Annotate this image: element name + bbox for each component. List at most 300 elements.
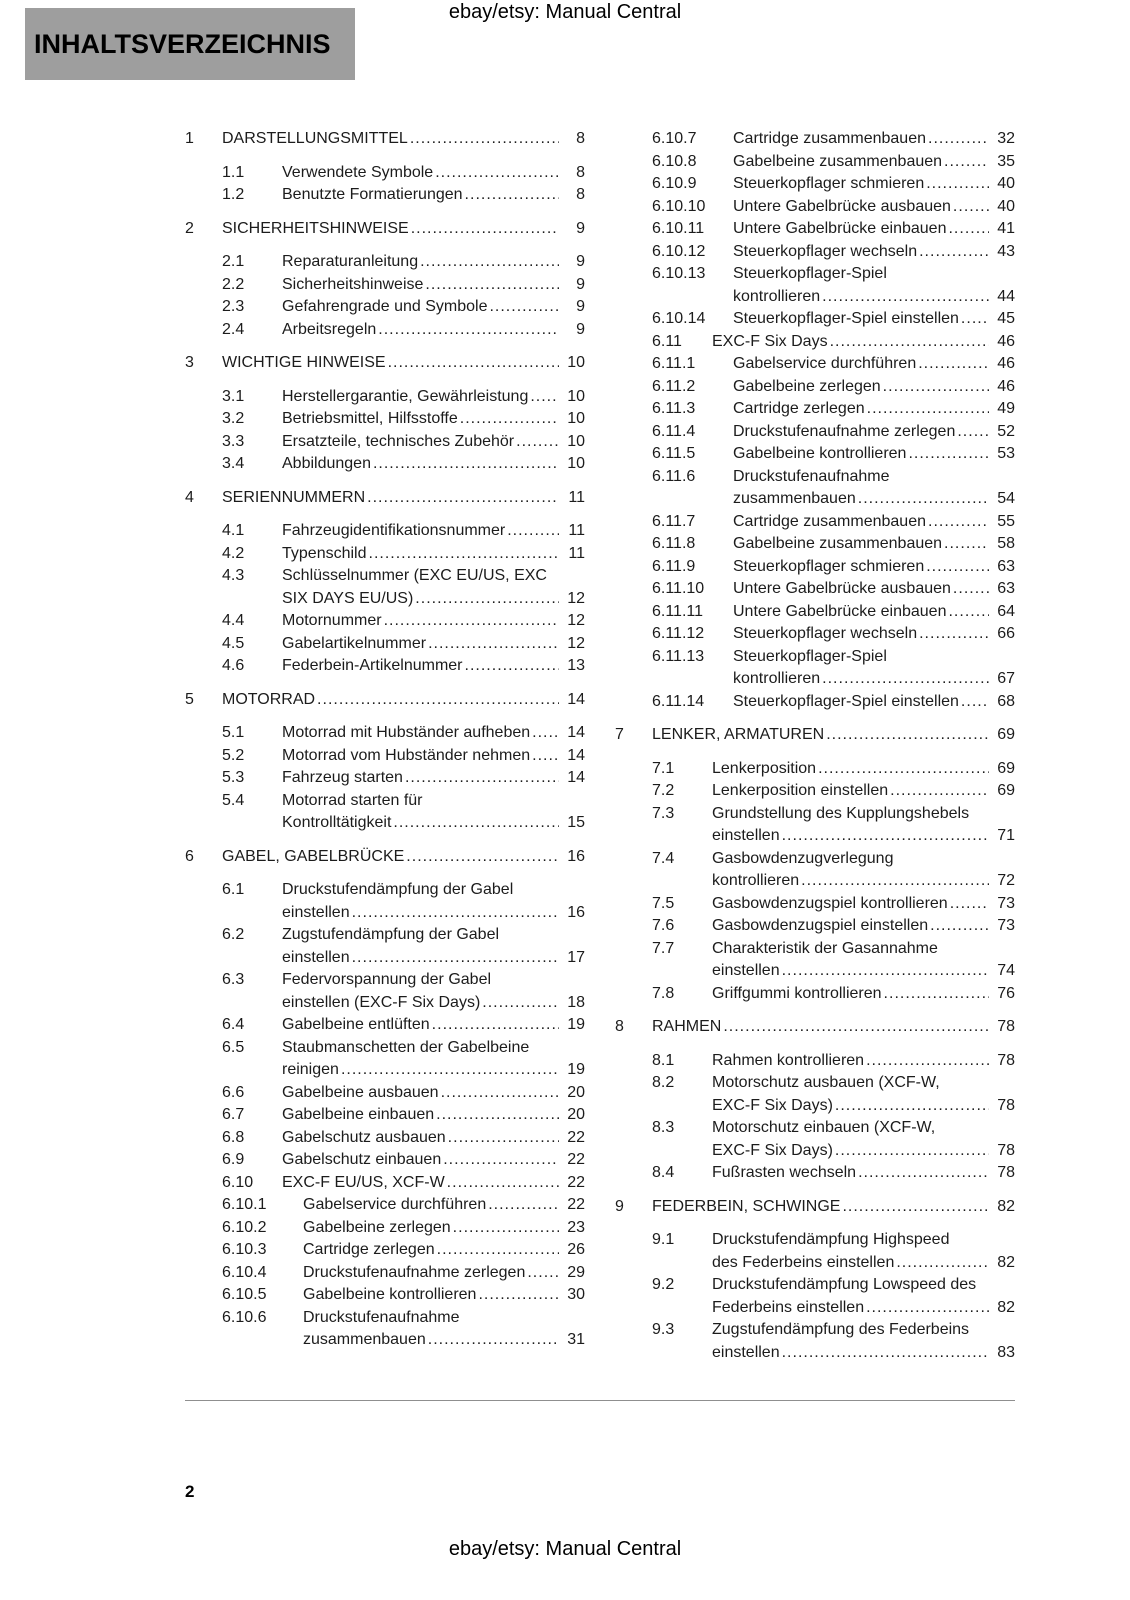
toc-section-entry	[185, 251, 585, 274]
dot-leader	[516, 431, 559, 454]
dot-leader	[842, 1196, 989, 1219]
toc-subsection-entry	[615, 556, 1015, 579]
toc-subsection-entry	[615, 128, 1015, 151]
toc-entry-body	[222, 689, 585, 712]
toc-entry-title: reinigen	[282, 1061, 339, 1078]
toc-subsection-entry	[615, 511, 1015, 534]
toc-entry-body	[282, 655, 585, 678]
toc-entry-number: 6.11	[652, 332, 682, 350]
toc-entry-number: 6.11.13	[652, 647, 705, 665]
toc-entry-page: 30	[567, 1286, 585, 1303]
toc-entry-title-line1: Zugstufendämpfung der Gabel	[282, 926, 500, 943]
dot-leader	[465, 184, 559, 207]
dot-leader	[928, 511, 989, 534]
toc-subsection-entry	[615, 443, 1015, 466]
toc-entry-title: Untere Gabelbrücke ausbauen	[733, 197, 951, 215]
toc-entry-title-line1: Druckstufendämpfung Highspeed	[712, 1231, 950, 1248]
toc-subsection-entry	[615, 218, 1015, 241]
toc-entry-body	[733, 173, 1015, 196]
toc-entry-body	[282, 251, 585, 274]
toc-entry-title: EXC-F Six Days)	[712, 1096, 833, 1114]
dot-leader	[858, 1162, 989, 1185]
toc-entry-page: 82	[997, 1197, 1015, 1215]
dot-leader	[801, 870, 989, 893]
toc-entry-page: 52	[997, 422, 1015, 440]
toc-entry-page: 69	[997, 782, 1015, 799]
toc-subsection-entry	[615, 263, 1015, 308]
dot-leader	[953, 578, 989, 601]
toc-entry-title: Gefahrengrade und Symbole	[282, 298, 488, 315]
toc-entry-body	[733, 466, 1015, 511]
toc-entry-body	[733, 353, 1015, 376]
toc-entry-page: 22	[567, 1173, 585, 1191]
dot-leader	[428, 633, 559, 656]
toc-entry-body	[712, 780, 1015, 803]
toc-entry-number: 6.2	[222, 926, 245, 943]
toc-entry-page: 29	[567, 1263, 585, 1281]
toc-entry-page: 72	[997, 872, 1015, 889]
toc-entry-body	[733, 691, 1015, 714]
dot-leader	[453, 1217, 559, 1240]
toc-entry-page: 69	[997, 759, 1015, 777]
dot-leader	[436, 1104, 559, 1127]
toc-subsection-entry	[185, 1307, 585, 1352]
dot-leader	[532, 745, 559, 768]
toc-entry-title: Druckstufenaufnahme zerlegen	[303, 1263, 526, 1281]
toc-entry-page: 20	[567, 1083, 585, 1101]
toc-entry-page: 17	[567, 948, 585, 966]
toc-entry-body	[282, 969, 585, 1014]
dot-leader	[866, 1297, 989, 1320]
toc-entry-title-line1: Druckstufendämpfung Lowspeed des	[712, 1276, 977, 1293]
toc-entry-number: 3.4	[222, 455, 245, 472]
toc-entry-title: SIX DAYS EU/US)	[282, 589, 414, 607]
toc-entry-page: 82	[997, 1253, 1015, 1271]
toc-subsection-entry	[615, 466, 1015, 511]
toc-entry-number: 6.11.8	[652, 535, 696, 552]
toc-entry-number: 2.1	[222, 253, 245, 270]
toc-entry-page: 22	[567, 1196, 585, 1213]
toc-entry-body	[303, 1239, 585, 1262]
toc-entry-page: 35	[997, 152, 1015, 170]
dot-leader	[930, 915, 989, 938]
toc-entry-page: 16	[567, 847, 585, 865]
toc-section-entry	[185, 767, 585, 790]
toc-entry-body	[222, 846, 585, 869]
dot-leader	[317, 689, 559, 712]
toc-entry-title: Gabelbeine zerlegen	[733, 377, 881, 395]
toc-entry-page: 78	[997, 1018, 1015, 1035]
toc-entry-body	[282, 386, 585, 409]
dot-leader	[782, 1342, 989, 1365]
toc-entry-body	[282, 610, 585, 633]
dot-leader	[465, 655, 559, 678]
toc-entry-title: Gabelbeine zerlegen	[303, 1218, 451, 1236]
toc-entry-number: 5.3	[222, 769, 245, 786]
toc-entry-page: 9	[576, 320, 585, 338]
toc-section-entry	[185, 655, 585, 678]
toc-entry-title: Fußrasten wechseln	[712, 1164, 857, 1181]
toc-chapter-entry	[185, 689, 585, 712]
toc-subsection-entry	[185, 1194, 585, 1217]
toc-entry-title: einstellen	[712, 827, 780, 844]
dot-leader	[822, 668, 989, 691]
toc-entry-page: 14	[567, 724, 585, 741]
toc-entry-number: 6.11.4	[652, 422, 696, 440]
toc-section-entry	[615, 983, 1015, 1006]
toc-entry-title: Gabelbeine einbauen	[282, 1106, 435, 1123]
toc-entry-title: Ersatzteile, technisches Zubehör	[282, 432, 515, 450]
toc-entry-title: Gabelbeine kontrollieren	[733, 445, 907, 462]
footer-divider	[185, 1400, 1015, 1401]
toc-entry-number: 7.4	[652, 849, 675, 867]
toc-entry-number: 1	[185, 130, 194, 147]
toc-entry-number: 7.5	[652, 894, 675, 912]
toc-entry-body	[733, 646, 1015, 691]
toc-entry-title: RAHMEN	[652, 1018, 722, 1035]
toc-entry-page: 73	[997, 917, 1015, 934]
dot-leader	[884, 983, 989, 1006]
toc-entry-body	[282, 767, 585, 790]
toc-entry-number: 6.11.9	[652, 557, 696, 575]
toc-entry-page: 78	[997, 1164, 1015, 1181]
toc-entry-title: Gabelbeine kontrollieren	[303, 1286, 477, 1303]
dot-leader	[928, 128, 989, 151]
toc-entry-number: 4.4	[222, 612, 245, 629]
toc-entry-body	[712, 893, 1015, 916]
toc-entry-title: Untere Gabelbrücke ausbauen	[733, 580, 951, 597]
toc-entry-number: 7.8	[652, 984, 675, 1002]
toc-column	[185, 128, 585, 1364]
toc-entry-body	[282, 520, 585, 543]
toc-subsection-entry	[615, 623, 1015, 646]
toc-entry-page: 18	[567, 993, 585, 1011]
toc-entry-page: 10	[567, 354, 585, 371]
toc-entry-title-line1: Schlüsselnummer (EXC EU/US, EXC	[282, 567, 547, 584]
page-title: INHALTSVERZEICHNIS	[34, 28, 331, 59]
toc-entry-page: 9	[576, 253, 585, 270]
toc-subsection-entry	[615, 646, 1015, 691]
toc-entry-body	[733, 578, 1015, 601]
toc-entry-number: 1.2	[222, 186, 245, 203]
dot-leader	[373, 453, 559, 476]
dot-leader	[384, 610, 559, 633]
toc-entry-title: Benutzte Formatierungen	[282, 186, 463, 203]
toc-entry-page: 67	[997, 670, 1015, 687]
toc-entry-title: einstellen	[712, 962, 780, 979]
toc-entry-page: 83	[997, 1343, 1015, 1361]
toc-entry-page: 14	[567, 769, 585, 786]
toc-entry-body	[282, 1014, 585, 1037]
dot-leader	[367, 487, 559, 510]
toc-entry-number: 6.1	[222, 881, 245, 898]
toc-entry-number: 5	[185, 690, 194, 708]
toc-entry-title: Reparaturanleitung	[282, 253, 419, 270]
toc-entry-page: 55	[997, 512, 1015, 530]
dot-leader	[406, 846, 559, 869]
toc-entry-body	[733, 241, 1015, 264]
toc-entry-title-line1: Druckstufenaufnahme	[733, 467, 890, 485]
toc-section-entry	[185, 453, 585, 476]
dot-leader	[948, 601, 989, 624]
toc-entry-body	[733, 398, 1015, 421]
dot-leader	[908, 443, 989, 466]
toc-entry-number: 9.1	[652, 1231, 675, 1248]
dot-leader	[835, 1095, 989, 1118]
toc-entry-body	[282, 184, 585, 207]
dot-leader	[818, 758, 989, 781]
toc-entry-page: 43	[997, 242, 1015, 260]
toc-entry-body	[282, 745, 585, 768]
toc-entry-number: 6.11.14	[652, 692, 705, 710]
toc-entry-body	[712, 331, 1015, 354]
toc-section-entry	[185, 1127, 585, 1150]
toc-entry-title: einstellen	[712, 1343, 780, 1361]
dot-leader	[420, 251, 559, 274]
toc-entry-title: Griffgummi kontrollieren	[712, 984, 882, 1002]
toc-entry-title: Kontrolltätigkeit	[282, 814, 392, 831]
toc-section-entry	[615, 803, 1015, 848]
toc-section-entry	[185, 296, 585, 319]
toc-entry-body	[712, 938, 1015, 983]
toc-entry-body	[282, 924, 585, 969]
toc-entry-number: 6.10.12	[652, 242, 706, 260]
toc-section-entry	[185, 1104, 585, 1127]
dot-leader	[896, 1252, 989, 1275]
toc-entry-page: 63	[997, 580, 1015, 597]
toc-entry-title-line1: Staubmanschetten der Gabelbeine	[282, 1038, 530, 1056]
toc-entry-body	[712, 1117, 1015, 1162]
toc-entry-title: WICHTIGE HINWEISE	[222, 354, 386, 371]
toc-entry-page: 63	[997, 557, 1015, 575]
toc-entry-title-line1: Zugstufendämpfung des Federbeins	[712, 1321, 970, 1338]
toc-entry-body	[282, 431, 585, 454]
dot-leader	[723, 1016, 989, 1039]
toc-entry-number: 7.7	[652, 939, 675, 957]
toc-entry-title: Motorrad mit Hubständer aufheben	[282, 724, 531, 741]
toc-section-entry	[185, 1149, 585, 1172]
toc-entry-body	[282, 722, 585, 745]
dot-leader	[950, 893, 989, 916]
toc-entry-title: Gasbowdenzugspiel kontrollieren	[712, 894, 948, 912]
toc-entry-number: 6.10.5	[222, 1286, 267, 1303]
toc-entry-body	[282, 790, 585, 835]
toc-entry-number: 4.6	[222, 657, 245, 674]
toc-entry-number: 9	[615, 1197, 624, 1215]
toc-chapter-entry	[185, 128, 585, 151]
dot-leader	[822, 286, 989, 309]
toc-entry-page: 10	[567, 387, 585, 405]
toc-section-entry	[185, 543, 585, 566]
toc-entry-number: 1.1	[222, 163, 245, 181]
toc-entry-title: kontrollieren	[733, 670, 821, 687]
dot-leader	[926, 556, 989, 579]
toc-entry-body	[222, 128, 585, 151]
toc-entry-page: 11	[568, 544, 585, 562]
toc-entry-page: 40	[997, 197, 1015, 215]
toc-entry-body	[652, 1016, 1015, 1039]
toc-subsection-entry	[615, 601, 1015, 624]
toc-entry-body	[282, 1172, 585, 1195]
toc-entry-body	[712, 915, 1015, 938]
toc-section-entry	[185, 184, 585, 207]
toc-entry-number: 6.11.3	[652, 400, 696, 417]
toc-entry-title-line1: Motorschutz einbauen (XCF-W,	[712, 1119, 936, 1136]
dot-leader	[890, 780, 989, 803]
toc-entry-body	[303, 1284, 585, 1307]
toc-entry-number: 6.10.3	[222, 1241, 267, 1258]
dot-leader	[393, 812, 559, 835]
toc-subsection-entry	[615, 353, 1015, 376]
toc-entry-number: 6.10.4	[222, 1263, 267, 1281]
dot-leader	[944, 151, 989, 174]
toc-entry-number: 9.2	[652, 1276, 675, 1293]
toc-entry-body	[222, 487, 585, 510]
dot-leader	[961, 691, 989, 714]
toc-section-entry	[615, 1050, 1015, 1073]
toc-entry-number: 7.3	[652, 804, 675, 822]
toc-entry-body	[712, 758, 1015, 781]
toc-entry-title: des Federbeins einstellen	[712, 1253, 895, 1271]
toc-entry-body	[733, 196, 1015, 219]
toc-entry-body	[282, 1104, 585, 1127]
toc-entry-body	[733, 623, 1015, 646]
toc-entry-title: einstellen (EXC-F Six Days)	[282, 993, 481, 1011]
toc-entry-title-line1: Gasbowdenzugverlegung	[712, 849, 894, 867]
dot-leader	[918, 353, 989, 376]
toc-subsection-entry	[615, 533, 1015, 556]
toc-entry-number: 5.2	[222, 746, 245, 764]
toc-entry-body	[652, 1196, 1015, 1219]
toc-entry-number: 6.10.7	[652, 130, 697, 147]
dot-leader	[488, 1194, 559, 1217]
dot-leader	[437, 1239, 559, 1262]
toc-entry-title: Lenkerposition einstellen	[712, 782, 889, 799]
toc-entry-title: Gabelbeine zusammenbauen	[733, 535, 943, 552]
dot-leader	[944, 533, 989, 556]
toc-entry-title: Motorrad vom Hubständer nehmen	[282, 746, 531, 764]
page-number: 2	[185, 1482, 195, 1501]
toc-entry-body	[733, 533, 1015, 556]
toc-section-entry	[185, 790, 585, 835]
toc-entry-body	[733, 601, 1015, 624]
toc-entry-body	[303, 1217, 585, 1240]
toc-entry-page: 40	[997, 175, 1015, 192]
toc-entry-title: Fahrzeugidentifikationsnummer	[282, 522, 506, 539]
dot-leader	[432, 1014, 559, 1037]
toc-entry-page: 11	[568, 488, 585, 506]
toc-entry-body	[733, 308, 1015, 331]
toc-section-entry	[185, 1082, 585, 1105]
toc-entry-title: Herstellergarantie, Gewährleistung	[282, 387, 529, 405]
toc-entry-number: 6.10.2	[222, 1218, 267, 1236]
toc-entry-title-line1: Druckstufendämpfung der Gabel	[282, 881, 514, 898]
toc-entry-title: Druckstufenaufnahme zerlegen	[733, 422, 956, 440]
dot-leader	[388, 352, 559, 375]
dot-leader	[410, 128, 559, 151]
toc-entry-number: 6.10.11	[652, 220, 705, 237]
toc-entry-title-line1: Steuerkopflager-Spiel	[733, 265, 887, 282]
toc-section-entry	[185, 924, 585, 969]
toc-entry-number: 6.11.10	[652, 580, 705, 597]
toc-entry-page: 20	[567, 1106, 585, 1123]
toc-section-entry	[185, 610, 585, 633]
toc-entry-number: 5.1	[222, 724, 245, 741]
dot-leader	[460, 408, 559, 431]
toc-entry-number: 3.3	[222, 432, 245, 450]
toc-section-entry	[615, 1072, 1015, 1117]
toc-entry-page: 74	[997, 962, 1015, 979]
dot-leader	[782, 825, 989, 848]
toc-entry-title: FEDERBEIN, SCHWINGE	[652, 1197, 841, 1215]
toc-entry-body	[303, 1262, 585, 1285]
toc-entry-page: 16	[567, 903, 585, 921]
toc-entry-body	[733, 376, 1015, 399]
toc-entry-page: 76	[997, 984, 1015, 1002]
toc-entry-title: einstellen	[282, 903, 350, 921]
toc-entry-page: 46	[997, 377, 1015, 395]
toc-entry-number: 4.1	[222, 522, 245, 539]
toc-section-entry	[615, 938, 1015, 983]
toc-entry-number: 3.1	[222, 387, 245, 405]
toc-entry-page: 13	[567, 657, 585, 674]
toc-section-entry	[615, 893, 1015, 916]
toc-subsection-entry	[185, 1217, 585, 1240]
toc-entry-body	[712, 1072, 1015, 1117]
toc-entry-number: 7.1	[652, 759, 675, 777]
toc-entry-title: LENKER, ARMATUREN	[652, 726, 825, 743]
toc-entry-title: Steuerkopflager schmieren	[733, 557, 925, 575]
toc-subsection-entry	[615, 578, 1015, 601]
toc-entry-body	[282, 543, 585, 566]
toc-entry-number: 2.4	[222, 320, 245, 338]
toc-entry-body	[712, 1162, 1015, 1185]
toc-entry-body	[282, 565, 585, 610]
toc-entry-page: 12	[567, 612, 585, 629]
toc-entry-title: Gabelschutz einbauen	[282, 1151, 442, 1168]
toc-entry-page: 26	[567, 1241, 585, 1258]
toc-entry-body	[712, 848, 1015, 893]
toc-entry-number: 4	[185, 488, 194, 506]
toc-entry-body	[282, 1149, 585, 1172]
toc-section-entry	[185, 274, 585, 297]
toc-entry-page: 45	[997, 310, 1015, 327]
dot-leader	[378, 319, 559, 342]
toc-subsection-entry	[185, 1262, 585, 1285]
toc-subsection-entry	[615, 308, 1015, 331]
toc-entry-page: 10	[567, 455, 585, 472]
toc-entry-page: 12	[567, 589, 585, 607]
toc-entry-number: 6.10.9	[652, 175, 697, 192]
toc-entry-number: 6.3	[222, 971, 245, 988]
toc-entry-title: kontrollieren	[733, 287, 821, 305]
toc-entry-page: 8	[576, 186, 585, 203]
toc-entry-body	[282, 162, 585, 185]
toc-entry-number: 6.10.14	[652, 310, 706, 327]
toc-entry-number: 8.2	[652, 1074, 675, 1091]
toc-subsection-entry	[615, 173, 1015, 196]
toc-column	[615, 128, 1015, 1364]
toc-entry-title: Arbeitsregeln	[282, 320, 377, 338]
toc-entry-page: 9	[576, 298, 585, 315]
toc-entry-title: EXC-F Six Days	[712, 332, 828, 350]
toc-entry-number: 4.2	[222, 544, 245, 562]
toc-entry-body	[712, 1229, 1015, 1274]
toc-entry-page: 78	[997, 1096, 1015, 1114]
toc-entry-body	[282, 1127, 585, 1150]
toc-entry-title: SICHERHEITSHINWEISE	[222, 219, 409, 237]
toc-entry-title: DARSTELLUNGSMITTEL	[222, 130, 408, 147]
